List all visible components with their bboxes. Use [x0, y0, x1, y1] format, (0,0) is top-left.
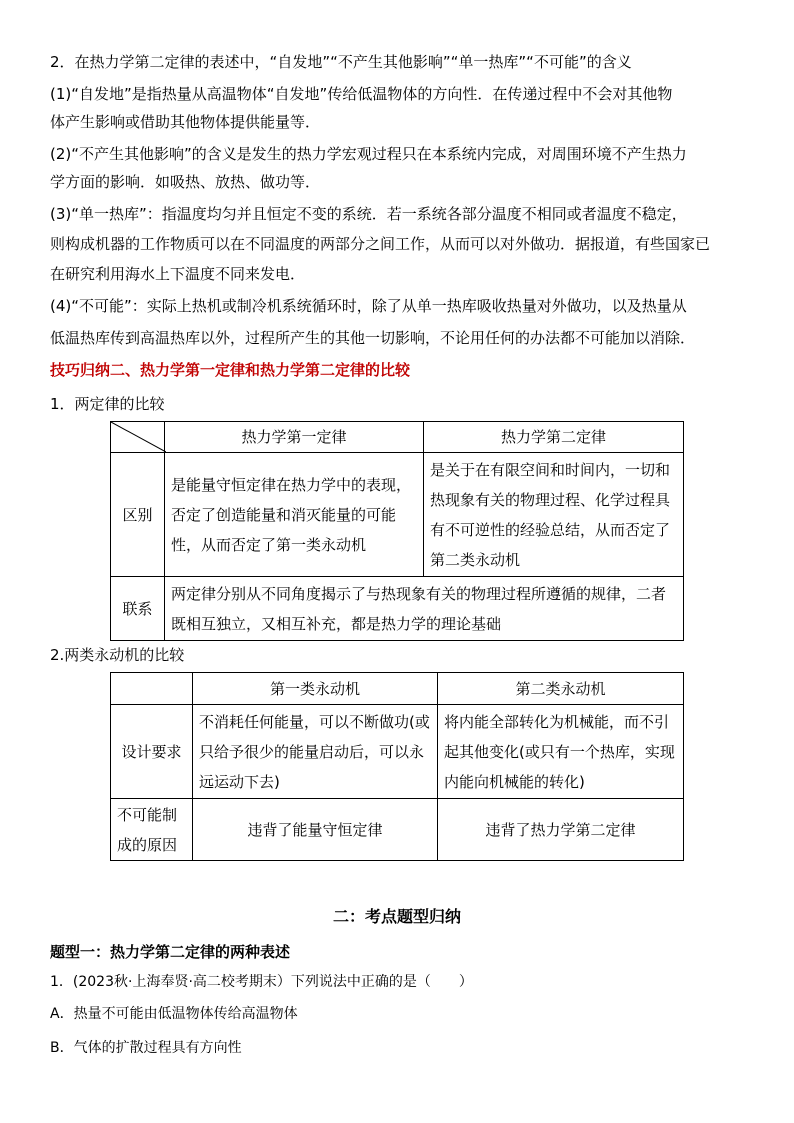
paragraph-line: 低温热库传到高温热库以外，过程所产生的其他一切影响，不论用任何的办法都不可能加以消除．: [50, 329, 696, 347]
table1-row-label-difference: 区别: [111, 453, 165, 577]
laws-comparison-table: [110, 421, 684, 641]
paragraph-line: 体产生影响或借助其他物体提供能量等．: [50, 113, 321, 131]
option-a: A．热量不可能由低温物体传给高温物体: [50, 1006, 298, 1022]
table1-cell-second-law-difference: 是关于在有限空间和时间内，一切和热现象有关的物理过程、化学过程具有不可逆性的经验总结，从而否定了第二类永动机: [424, 453, 684, 577]
question-type-heading: 题型一：热力学第二定律的两种表述: [50, 943, 291, 961]
technique-heading: 技巧归纳二、热力学第一定律和热力学第二定律的比较: [50, 361, 411, 379]
table2-caption: 2.两类永动机的比较: [50, 646, 185, 664]
perpetual-motion-table: [110, 672, 684, 861]
table2-cell-first-kind-design: 不消耗任何能量，可以不断做功(或只给予很少的能量启动后，可以永远运动下去): [193, 705, 438, 799]
table2-col-second-kind: 第二类永动机: [438, 673, 684, 705]
paragraph-line: (2)“不产生其他影响”的含义是发生的热力学宏观过程只在本系统内完成，对周围环境不产生热力: [50, 145, 687, 163]
paragraph-line: 在研究利用海水上下温度不同来发电．: [50, 265, 306, 283]
diagonal-header-cell: [111, 422, 165, 453]
table2-col-first-kind: 第一类永动机: [193, 673, 438, 705]
table2-row-label-design: 设计要求: [111, 705, 193, 799]
paragraph-line: (1)“自发地”是指热量从高温物体“自发地”传给低温物体的方向性．在传递过程中不会对其他物: [50, 85, 673, 103]
table1-row-label-relation: 联系: [111, 577, 165, 641]
table2-cell-first-kind-reason: 违背了能量守恒定律: [193, 799, 438, 861]
table1-cell-relation: 两定律分别从不同角度揭示了与热现象有关的物理过程所遵循的规律，二者既相互独立，又相互补充，都是热力学的理论基础: [165, 577, 684, 641]
table1-cell-first-law-difference: 是能量守恒定律在热力学中的表现，否定了创造能量和消灭能量的可能性，从而否定了第一类永动机: [165, 453, 424, 577]
table1-caption: 1．两定律的比较: [50, 395, 165, 413]
section-title: 二：考点题型归纳: [332, 907, 461, 926]
table2-row-label-reason: 不可能制成的原因: [111, 799, 193, 861]
paragraph-line: 学方面的影响．如吸热、放热、做功等．: [50, 173, 321, 191]
paragraph-line: (4)“不可能”：实际上热机或制冷机系统循环时，除了从单一热库吸收热量对外做功，以及热量从: [50, 297, 687, 315]
question-stem: 1．(2023秋·上海奉贤·高二校考期末）下列说法中正确的是（ ）: [50, 974, 473, 990]
table1-col-first-law: 热力学第一定律: [165, 422, 424, 453]
option-b: B．气体的扩散过程具有方向性: [50, 1040, 242, 1056]
paragraph-line: 则构成机器的工作物质可以在不同温度的两部分之间工作，从而可以对外做功．据报道，有些国家已: [50, 235, 711, 253]
section-heading: 2．在热力学第二定律的表述中，“自发地”“不产生其他影响”“单一热库”“不可能”的含义: [50, 53, 632, 71]
diagonal-line: [111, 422, 166, 452]
table2-cell-second-kind-design: 将内能全部转化为机械能，而不引起其他变化(或只有一个热库，实现内能向机械能的转化): [438, 705, 684, 799]
table2-empty-header-cell: [111, 673, 193, 705]
paragraph-line: (3)“单一热库”：指温度均匀并且恒定不变的系统．若一系统各部分温度不相同或者温度不稳定，: [50, 205, 687, 223]
table2-cell-second-kind-reason: 违背了热力学第二定律: [438, 799, 684, 861]
table1-col-second-law: 热力学第二定律: [424, 422, 684, 453]
